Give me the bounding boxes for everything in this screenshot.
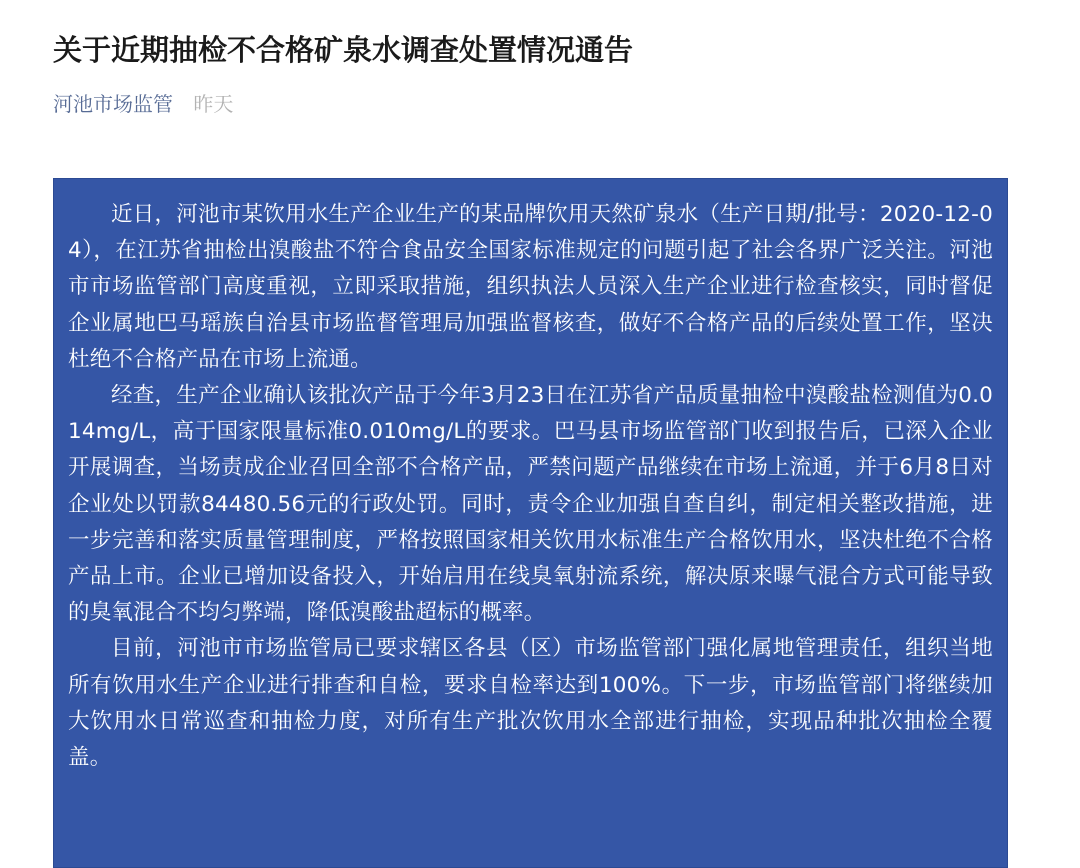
publish-time: 昨天 [193, 92, 234, 116]
notice-paragraph-1: 近日，河池市某饮用水生产企业生产的某品牌饮用天然矿泉水（生产日期/批号：2020-12-04），在江苏省抽检出溴酸盐不符合食品安全国家标准规定的问题引起了社会各界广泛关注。河池市市场监管部门高度重视，立即采取措施，组织执法人员深入生产企业进行检查核实，同时督促企业属地巴马瑶族自治县市场监督管理局加强监督核查，做好不合格产品的后续处置工作，坚决杜绝不合格产品在市场上流通。 [68, 202, 993, 372]
account-name-link[interactable]: 河池市场监管 [53, 92, 173, 116]
notice-paragraph-3: 目前，河池市市场监管局已要求辖区各县（区）市场监管部门强化属地管理责任，组织当地所有饮用水生产企业进行排查和自检，要求自检率达到100%。下一步，市场监管部门将继续加大饮用水日常巡查和抽检力度，对所有生产批次饮用水全部进行抽检，实现品种批次抽检全覆盖。 [68, 636, 993, 771]
article-title: 关于近期抽检不合格矿泉水调查处置情况通告 [53, 33, 634, 67]
notice-paragraph-2: 经查，生产企业确认该批次产品于今年3月23日在江苏省产品质量抽检中溴酸盐检测值为0.014mg/L，高于国家限量标准0.010mg/L的要求。巴马县市场监管部门收到报告后，已深入企业开展调查，当场责成企业召回全部不合格产品，严禁问题产品继续在市场上流通，并于6月8日对企业处以罚款84480.56元的行政处罚。同时，责令企业加强自查自纠，制定相关整改措施，进一步完善和落实质量管理制度，严格按照国家相关饮用水标准生产合格饮用水，坚决杜绝不合格产品上市。企业已增加设备投入，开始启用在线臭氧射流系统，解决原来曝气混合方式可能导致的臭氧混合不均匀弊端，降低溴酸盐超标的概率。 [68, 383, 993, 626]
article-meta [53, 88, 233, 120]
notice-content-box [53, 178, 1008, 868]
